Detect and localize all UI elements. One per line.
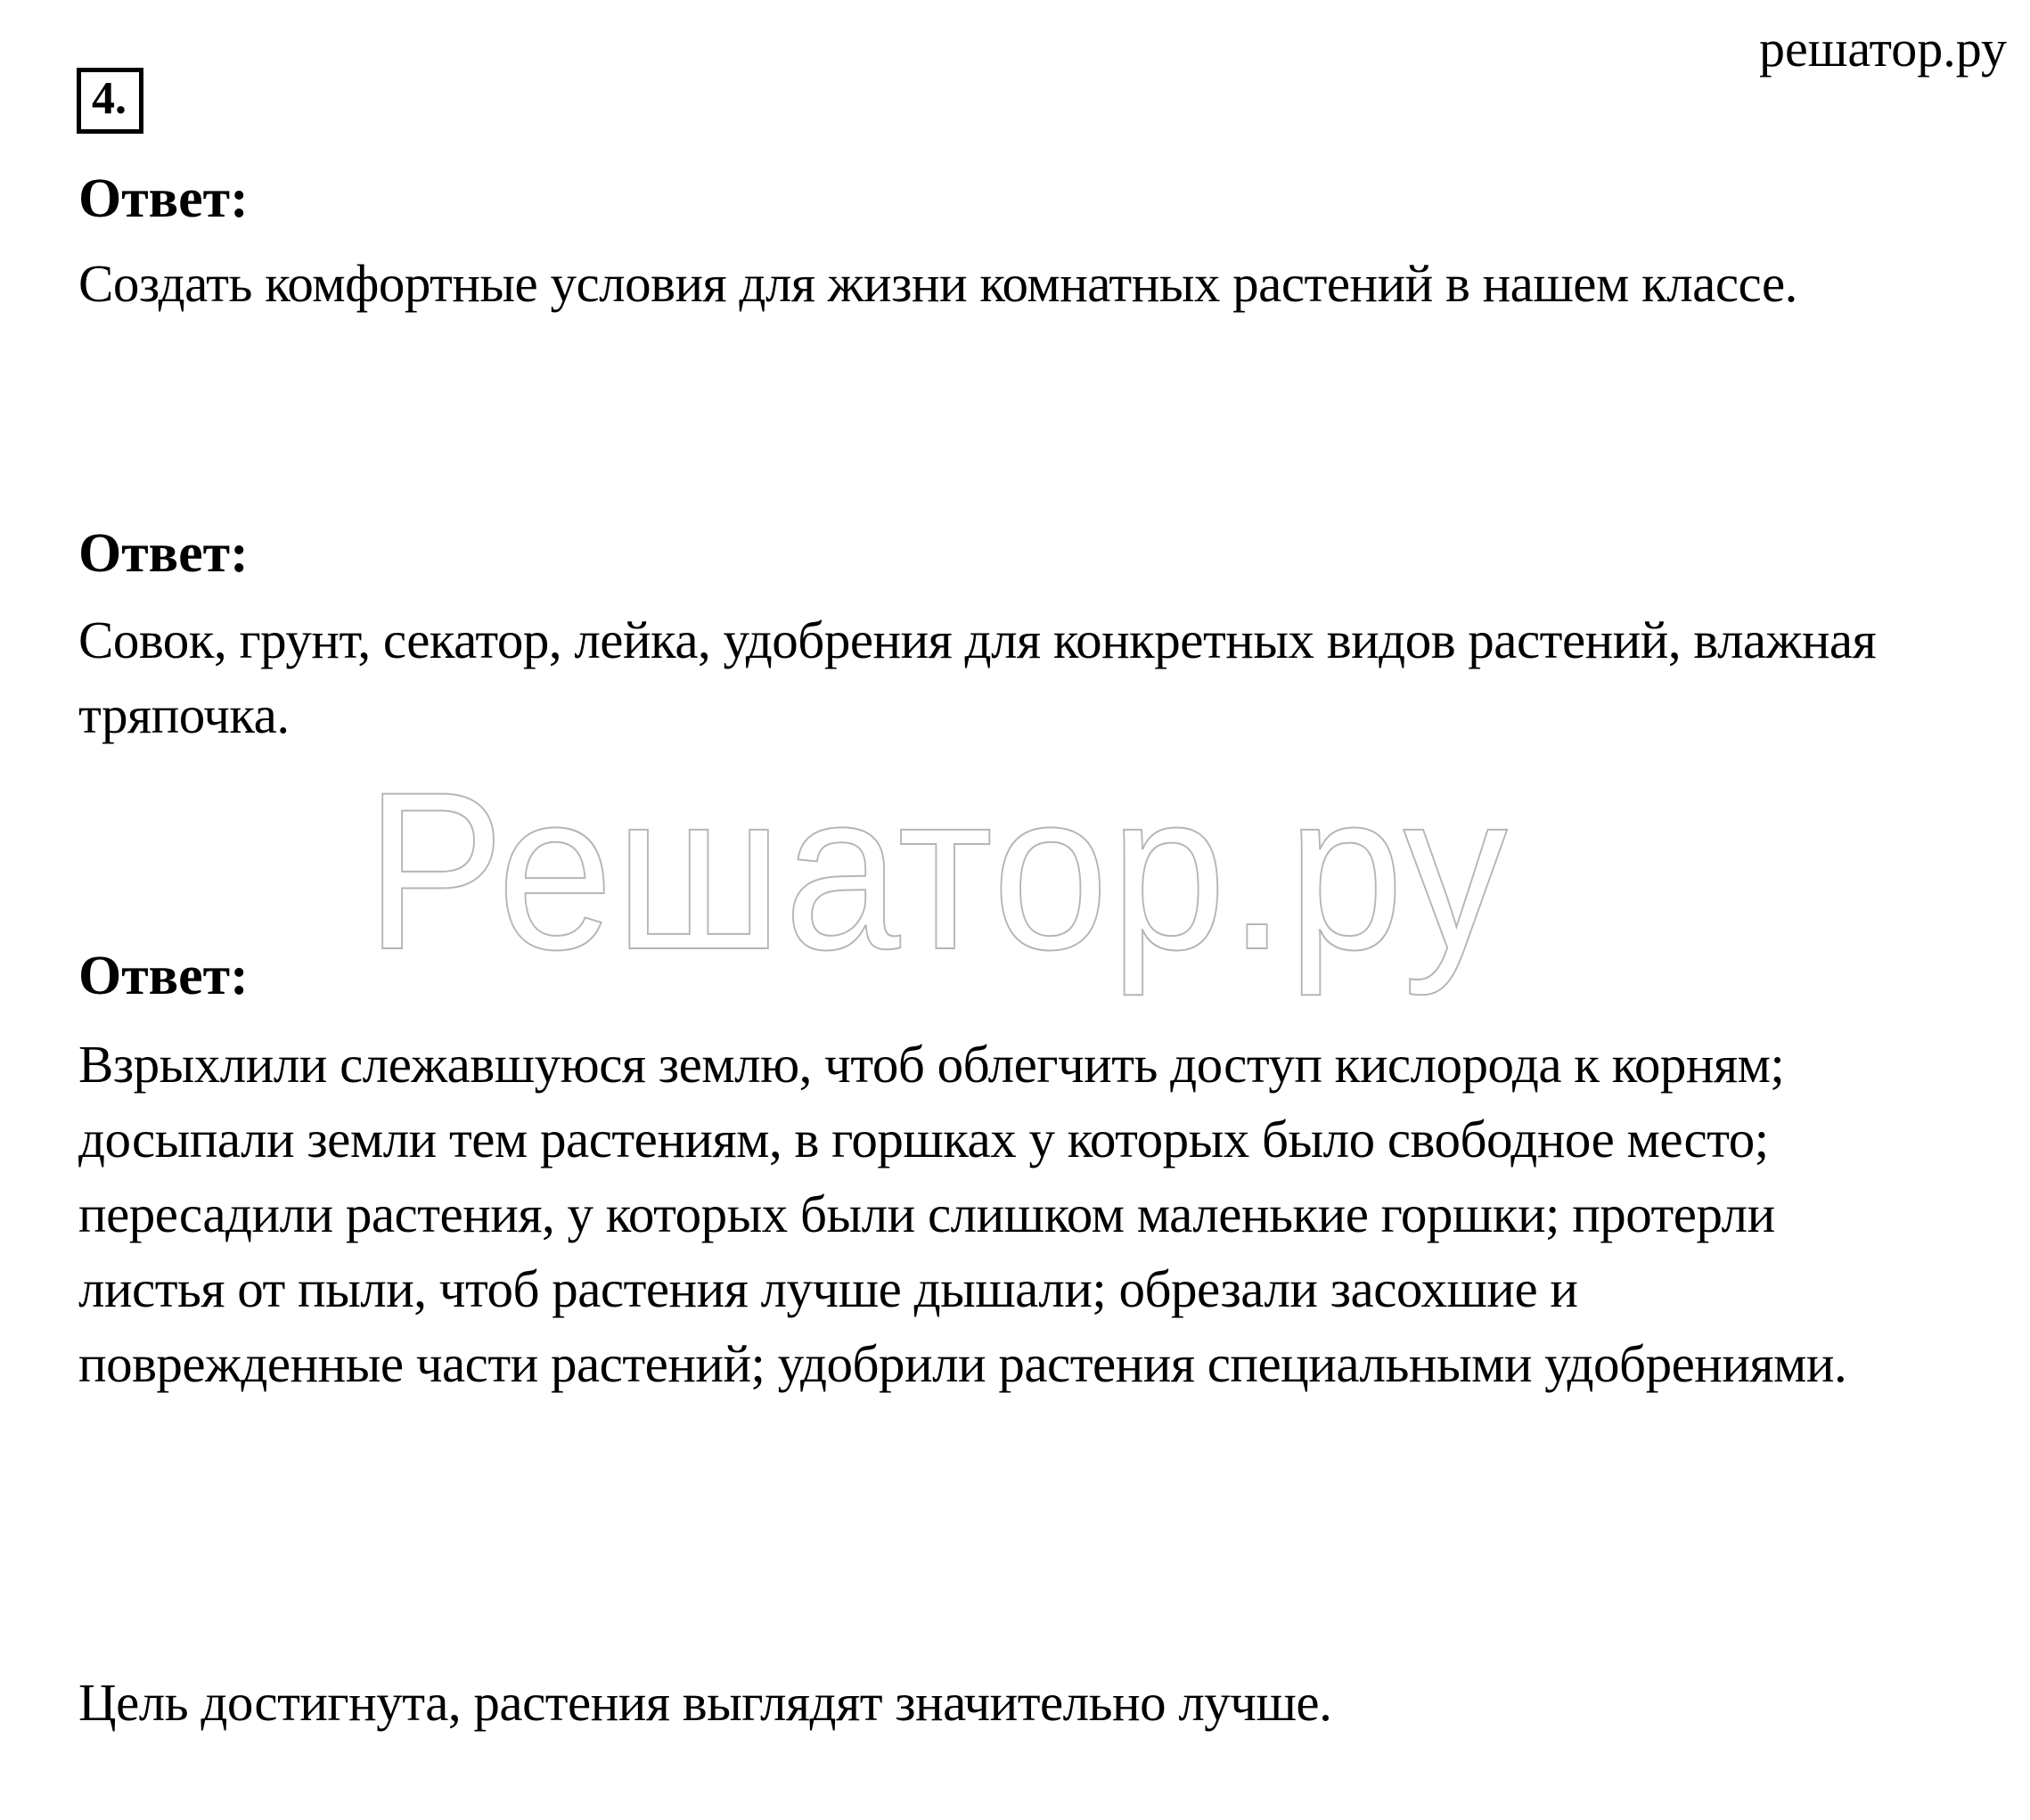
- answer-3-line: поврежденные части растений; удобрили растения специальными удобрениями.: [78, 1334, 1847, 1393]
- site-header-label: решатор.ру: [1759, 20, 2007, 78]
- watermark-text: Решатор.ру: [365, 746, 1510, 996]
- answer-2-text: [78, 603, 1876, 752]
- answer-1-line: Создать комфортные условия для жизни комнатных растений в нашем классе.: [78, 254, 1797, 313]
- answer-1-text: [78, 246, 1797, 321]
- task-number-badge: 4.: [77, 68, 143, 134]
- answer-1-label: Ответ:: [78, 168, 249, 229]
- answer-2-line: Совок, грунт, секатор, лейка, удобрения для конкретных видов растений, влажная: [78, 611, 1877, 669]
- answer-3-line: Взрыхлили слежавшуюся землю, чтоб облегчить доступ кислорода к корням;: [78, 1035, 1785, 1094]
- answer-3-text: [78, 1027, 1846, 1401]
- answer-3-line: листья от пыли, чтоб растения лучше дышали; обрезали засохшие и: [78, 1259, 1578, 1318]
- answer-3-line: досыпали земли тем растениям, в горшках у которых было свободное место;: [78, 1110, 1769, 1168]
- answer-3-label: Ответ:: [78, 946, 249, 1006]
- answer-2-line: тряпочка.: [78, 685, 290, 744]
- answer-2-label: Ответ:: [78, 523, 249, 584]
- conclusion-text: Цель достигнута, растения выглядят значительно лучше.: [78, 1673, 1332, 1732]
- answer-3-line: пересадили растения, у которых были слишком маленькие горшки; протерли: [78, 1185, 1775, 1243]
